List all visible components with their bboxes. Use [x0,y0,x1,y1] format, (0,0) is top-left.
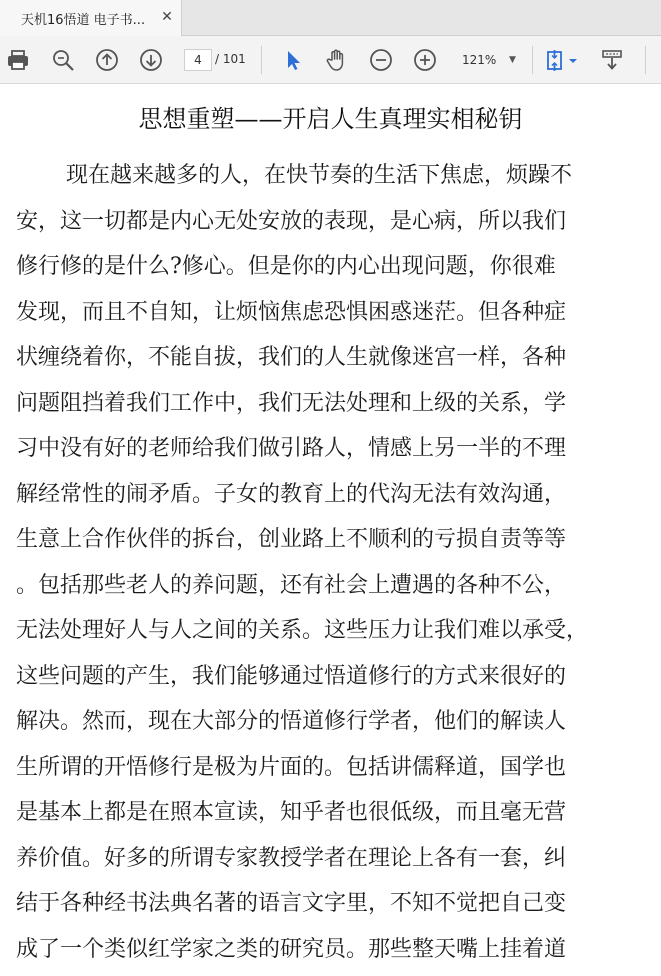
text-line: 解决。然而，现在大部分的悟道修行学者，他们的解读人 [16,709,567,734]
text-line: 安，这一切都是内心无处安放的表现，是心病，所以我们 [16,208,567,234]
text-line: 生所谓的开悟修行是极为片面的。包括讲儒释道，国学也 [16,754,567,780]
toolbar [0,36,661,84]
text-line: 发现，而且不自知，让烦恼焦虑恐惧困惑迷茫。但各种症 [16,299,567,325]
zoom-search-icon[interactable] [51,48,75,72]
page-up-icon[interactable] [95,48,119,72]
tab-bar [0,0,661,36]
fit-page-icon[interactable] [545,48,569,72]
text-line: 。包括那些老人的养问题，还有社会上遭遇的各种不公， [16,572,567,598]
document-page [0,85,661,976]
print-icon[interactable] [6,48,30,72]
text-line: 解经常性的闹矛盾。子女的教育上的代沟无法有效沟通， [16,481,567,507]
document-tab[interactable] [0,0,182,36]
text-line: 无法处理好人与人之间的关系。这些压力让我们难以承受， [16,618,589,643]
text-line: 是基本上都是在照本宣读，知乎者也很低级，而且毫无营 [16,800,567,825]
text-line: 养价值。好多的所谓专家教授学者在理论上各有一套，纠 [16,845,567,871]
zoom-dropdown[interactable] [454,49,524,71]
zoom-out-icon[interactable] [369,48,393,72]
toolbar-divider [532,46,533,74]
text-line: 现在越来越多的人，在快节奏的生活下焦虑，烦躁不 [66,163,573,188]
page-number-input[interactable]: 4 [184,49,212,71]
document-body [16,153,661,972]
document-title: 思想重塑——开启人生真理实相秘钥 [138,105,523,133]
hand-icon[interactable] [325,48,349,72]
text-line: 问题阻挡着我们工作中，我们无法处理和上级的关系，学 [16,390,567,416]
text-line: 习中没有好的老师给我们做引路人，情感上另一半的不理 [16,436,567,461]
close-icon[interactable]: ✕ [161,9,173,25]
page-down-icon[interactable] [139,48,163,72]
text-line: 这些问题的产生，我们能够通过悟道修行的方式来很好的 [16,663,567,689]
text-line: 修行修的是什么?修心。但是你的内心出现问题，你很难 [16,254,556,279]
page-total: / 101 [215,52,246,66]
zoom-in-icon[interactable] [413,48,437,72]
toolbar-divider [645,46,646,74]
chevron-down-icon: ▼ [509,55,516,65]
toolbar-divider [261,46,262,74]
text-line: 成了一个类似红学家之类的研究员。那些整天嘴上挂着道 [16,936,567,962]
markup-icon[interactable] [600,48,624,72]
select-cursor-icon[interactable] [281,48,305,72]
zoom-value: 121% [462,53,497,67]
text-line: 生意上合作伙伴的拆台，创业路上不顺利的亏损自责等等 [16,527,567,552]
text-line: 状缠绕着你，不能自拔，我们的人生就像迷宫一样，各种 [16,345,567,370]
tab-title: 天机16悟道 电子书... [21,13,146,28]
text-line: 结于各种经书法典名著的语言文字里，不知不觉把自己变 [16,891,567,916]
fit-page-dropdown-icon[interactable] [567,48,579,72]
